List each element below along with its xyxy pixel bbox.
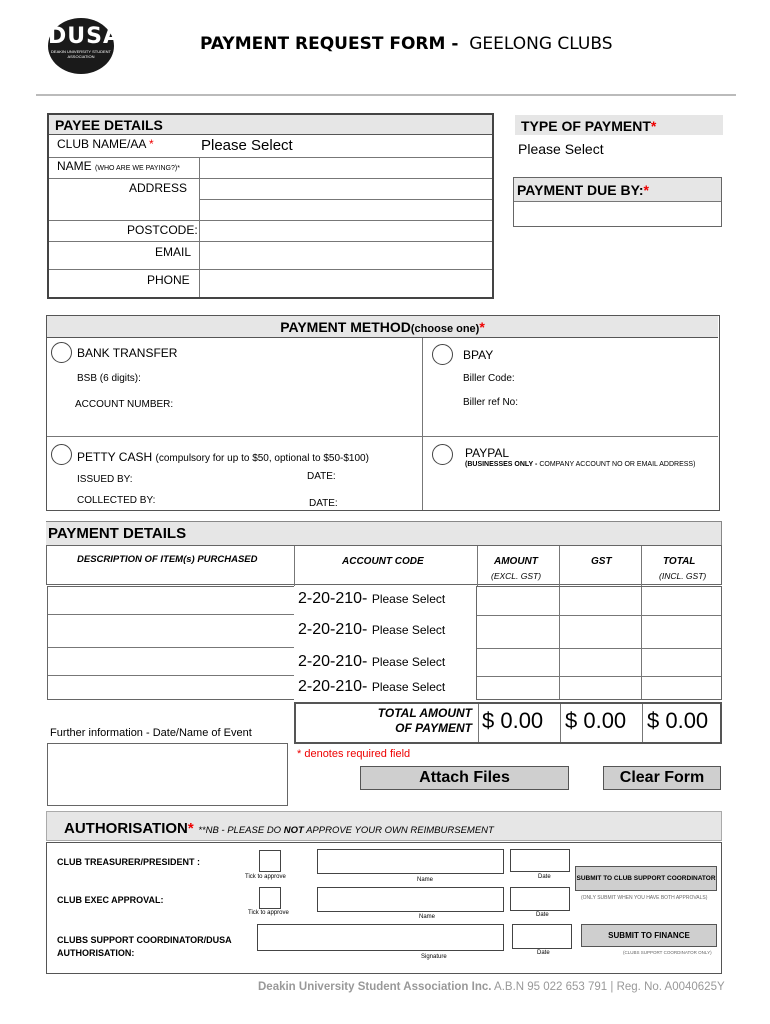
petty-cash-label: PETTY CASH (compulsory for up to $50, optional to $50-$100) bbox=[77, 450, 369, 464]
email-input[interactable] bbox=[199, 241, 492, 269]
col-description: DESCRIPTION OF ITEM(s) PURCHASED bbox=[77, 554, 258, 565]
name-caption-2: Name bbox=[419, 914, 436, 920]
treasurer-approve-checkbox[interactable] bbox=[259, 850, 281, 872]
postcode-label: POSTCODE: bbox=[127, 223, 198, 237]
finance-note: (CLUBS SUPPORT COORDINATOR ONLY) bbox=[623, 950, 712, 955]
exec-approval-label: CLUB EXEC APPROVAL: bbox=[57, 895, 164, 905]
logo-text: DUSA bbox=[48, 24, 121, 49]
collected-by-label: COLLECTED BY: bbox=[77, 495, 156, 506]
attach-files-button[interactable]: Attach Files bbox=[360, 766, 569, 790]
coordinator-signature-input[interactable] bbox=[257, 924, 504, 951]
required-note: * denotes required field bbox=[297, 748, 411, 760]
description-input[interactable] bbox=[48, 615, 294, 648]
authorisation-section bbox=[46, 842, 722, 974]
payee-details-section bbox=[47, 113, 494, 299]
total-incl-value: $ 0.00 bbox=[647, 708, 709, 733]
type-of-payment-select[interactable]: Please Select bbox=[518, 141, 604, 157]
clear-form-button[interactable]: Clear Form bbox=[603, 766, 721, 790]
signature-caption: Signature bbox=[421, 954, 447, 960]
bpay-radio[interactable] bbox=[432, 344, 453, 365]
paypal-label: PAYPAL bbox=[465, 446, 510, 460]
name-input[interactable] bbox=[199, 157, 492, 178]
payment-due-input[interactable] bbox=[514, 202, 721, 226]
submit-to-coordinator-button[interactable]: SUBMIT TO CLUB SUPPORT COORDINATOR bbox=[575, 866, 717, 891]
postcode-input[interactable] bbox=[199, 220, 492, 241]
address-input-2[interactable] bbox=[199, 199, 492, 220]
paypal-note: (BUSINESSES ONLY - COMPANY ACCOUNT NO OR EMAIL ADDRESS) bbox=[465, 461, 696, 468]
date-caption-1: Date bbox=[538, 874, 551, 880]
total-amount-label: TOTAL AMOUNT OF PAYMENT bbox=[377, 706, 472, 735]
payment-method-section bbox=[46, 315, 720, 511]
club-name-select[interactable]: Please Select bbox=[201, 137, 293, 154]
date-caption-2: Date bbox=[536, 912, 549, 918]
account-select[interactable]: Please Select bbox=[371, 680, 446, 694]
account-select[interactable]: Please Select bbox=[371, 655, 446, 669]
phone-input[interactable] bbox=[199, 269, 492, 297]
description-input[interactable] bbox=[48, 676, 294, 700]
payment-details-header-row bbox=[46, 545, 722, 585]
treasurer-label: CLUB TREASURER/PRESIDENT : bbox=[57, 857, 201, 867]
payee-heading: PAYEE DETAILS bbox=[49, 115, 492, 135]
date-caption-3: Date bbox=[537, 950, 550, 956]
table-row: 2-20-210- Please Select bbox=[298, 653, 446, 670]
header-divider bbox=[36, 94, 736, 96]
issued-date-label: DATE: bbox=[307, 471, 336, 482]
logo-subtext: DEAKIN UNIVERSITY STUDENT ASSOCIATION bbox=[51, 49, 111, 59]
col-account-code: ACCOUNT CODE bbox=[342, 556, 424, 567]
name-label: NAME (WHO ARE WE PAYING?)* bbox=[57, 159, 180, 173]
treasurer-date-input[interactable] bbox=[510, 849, 570, 872]
total-gst-value: $ 0.00 bbox=[565, 708, 627, 733]
account-select[interactable]: Please Select bbox=[371, 592, 446, 606]
table-row: 2-20-210- Please Select bbox=[298, 678, 446, 695]
account-select[interactable]: Please Select bbox=[371, 623, 446, 637]
page-title: PAYMENT REQUEST FORM - GEELONG CLUBS bbox=[200, 34, 613, 54]
name-caption-1: Name bbox=[417, 877, 434, 883]
further-info-input[interactable] bbox=[47, 743, 288, 806]
col-total: TOTAL bbox=[663, 556, 696, 567]
tick-to-approve-2: Tick to approve bbox=[248, 910, 289, 916]
exec-approve-checkbox[interactable] bbox=[259, 887, 281, 909]
authorisation-heading: AUTHORISATION* **NB - PLEASE DO NOT APPROVE YOUR OWN REIMBURSEMENT bbox=[46, 811, 722, 841]
table-row: 2-20-210- Please Select bbox=[298, 621, 446, 638]
coordinator-label: CLUBS SUPPORT COORDINATOR/DUSA AUTHORISATION: bbox=[57, 935, 232, 958]
footer: Deakin University Student Association Inc. A.B.N 95 022 653 791 | Reg. No. A0040625Y bbox=[258, 981, 725, 993]
payment-due-heading: PAYMENT DUE BY:* bbox=[514, 178, 721, 202]
col-total-sub: (INCL. GST) bbox=[659, 571, 707, 581]
club-name-label: CLUB NAME/AA * bbox=[57, 137, 154, 151]
bpay-label: BPAY bbox=[463, 348, 494, 362]
biller-ref-label: Biller ref No: bbox=[463, 397, 519, 408]
dusa-logo bbox=[48, 18, 121, 74]
address-input-1[interactable] bbox=[199, 178, 492, 199]
payment-method-heading: PAYMENT METHOD(choose one)* bbox=[47, 316, 718, 338]
description-input[interactable] bbox=[48, 648, 294, 676]
amount-cells bbox=[476, 586, 722, 700]
bank-transfer-radio[interactable] bbox=[51, 342, 72, 363]
payment-details-heading: PAYMENT DETAILS bbox=[46, 521, 722, 545]
bank-transfer-label: BANK TRANSFER bbox=[77, 346, 178, 360]
collected-date-label: DATE: bbox=[309, 498, 338, 509]
issued-by-label: ISSUED BY: bbox=[77, 474, 133, 485]
treasurer-name-input[interactable] bbox=[317, 849, 504, 874]
email-label: EMAIL bbox=[155, 245, 192, 259]
petty-cash-radio[interactable] bbox=[51, 444, 72, 465]
description-input[interactable] bbox=[48, 587, 294, 615]
table-row: 2-20-210- Please Select bbox=[298, 590, 446, 607]
col-amount: AMOUNT bbox=[494, 556, 538, 567]
exec-name-input[interactable] bbox=[317, 887, 504, 912]
type-of-payment-heading: TYPE OF PAYMENT* bbox=[515, 115, 723, 135]
paypal-radio[interactable] bbox=[432, 444, 453, 465]
account-number-label: ACCOUNT NUMBER: bbox=[75, 399, 174, 410]
further-info-label: Further information - Date/Name of Event bbox=[50, 727, 252, 739]
phone-label: PHONE bbox=[147, 273, 190, 287]
col-amount-sub: (EXCL. GST) bbox=[491, 571, 542, 581]
submit-to-finance-button[interactable]: SUBMIT TO FINANCE bbox=[581, 924, 717, 947]
tick-to-approve-1: Tick to approve bbox=[245, 874, 286, 880]
biller-code-label: Biller Code: bbox=[463, 373, 515, 384]
col-gst: GST bbox=[591, 556, 612, 567]
total-amount-value: $ 0.00 bbox=[482, 708, 544, 733]
address-label: ADDRESS bbox=[129, 181, 188, 195]
exec-date-input[interactable] bbox=[510, 887, 570, 911]
description-cells bbox=[47, 586, 294, 700]
only-submit-note: (ONLY SUBMIT WHEN YOU HAVE BOTH APPROVALS) bbox=[581, 895, 708, 901]
payment-due-section bbox=[513, 177, 722, 227]
bsb-label: BSB (6 digits): bbox=[77, 373, 141, 384]
coordinator-date-input[interactable] bbox=[512, 924, 572, 949]
